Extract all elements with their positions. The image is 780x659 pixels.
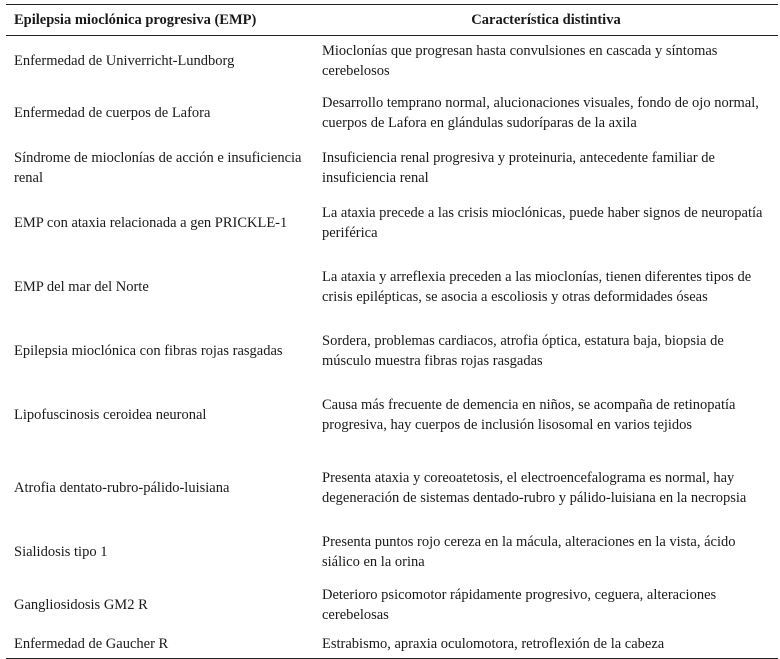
table-row — [6, 452, 778, 525]
row-feature: Insuficiencia renal progresiva y proteinuria, antecedente familiar de insuficiencia renal — [322, 150, 715, 186]
row-name: Gangliosidosis GM2 R — [14, 596, 148, 613]
table-row — [6, 324, 778, 379]
table-row — [6, 525, 778, 580]
row-feature: Presenta ataxia y coreoatetosis, el electroencefalograma es normal, hay degeneración de sistemas dentado-rubro y pálido-luisiana en la necropsia — [322, 470, 747, 506]
table-row — [6, 580, 778, 630]
row-name: Enfermedad de Univerricht-Lundborg — [14, 52, 235, 69]
row-feature: La ataxia precede a las crisis mioclónicas, puede haber signos de neuropatía periférica — [322, 205, 763, 241]
row-feature: Estrabismo, apraxia oculomotora, retroflexión de la cabeza — [314, 630, 778, 659]
table-row — [6, 36, 778, 86]
emp-table — [6, 4, 778, 659]
table-row — [6, 251, 778, 324]
table-row — [6, 86, 778, 141]
row-name: Atrofia dentato-rubro-pálido-luisiana — [14, 480, 230, 496]
row-feature: Sordera, problemas cardiacos, atrofia óptica, estatura baja, biopsia de músculo muestra fibras rojas rasgadas — [322, 333, 724, 369]
table-row — [6, 196, 778, 251]
table-row — [6, 630, 778, 659]
table-row — [6, 141, 778, 196]
row-name: Lipofuscinosis ceroidea neuronal — [14, 407, 207, 423]
row-feature: Mioclonías que progresan hasta convulsiones en cascada y síntomas cerebelosos — [322, 42, 718, 79]
table-row — [6, 379, 778, 452]
row-name: EMP del mar del Norte — [14, 279, 149, 295]
row-feature: Causa más frecuente de demencia en niños, se acompaña de retinopatía progresiva, hay cuerpos de inclusión lisosomal en varios tejidos — [322, 397, 736, 433]
row-feature: Deterioro psicomotor rápidamente progresivo, ceguera, alteraciones cerebelosas — [322, 586, 717, 623]
row-feature: Presenta puntos rojo cereza en la mácula, alteraciones en la vista, ácido siálico en la orina — [322, 534, 736, 570]
header-emp: Epilepsia mioclónica progresiva (EMP) — [6, 5, 314, 36]
row-name: Enfermedad de cuerpos de Lafora — [14, 105, 211, 121]
row-name: EMP con ataxia relacionada a gen PRICKLE-1 — [14, 215, 288, 231]
row-name: Enfermedad de Gaucher R — [6, 630, 314, 659]
row-name: Síndrome de mioclonías de acción e insuficiencia renal — [14, 150, 302, 186]
table-header-row — [6, 5, 778, 36]
row-name: Sialidosis tipo 1 — [14, 544, 108, 560]
row-feature: Desarrollo temprano normal, alucionaciones visuales, fondo de ojo normal, cuerpos de Lafora en glándulas sudoríparas de la axila — [322, 95, 759, 131]
row-name: Epilepsia mioclónica con fibras rojas rasgadas — [14, 343, 283, 359]
row-feature: La ataxia y arreflexia preceden a las mioclonías, tienen diferentes tipos de crisis epilépticas, se asocia a escoliosis y otras deformidades óseas — [322, 269, 752, 305]
header-feature: Característica distintiva — [314, 5, 778, 36]
